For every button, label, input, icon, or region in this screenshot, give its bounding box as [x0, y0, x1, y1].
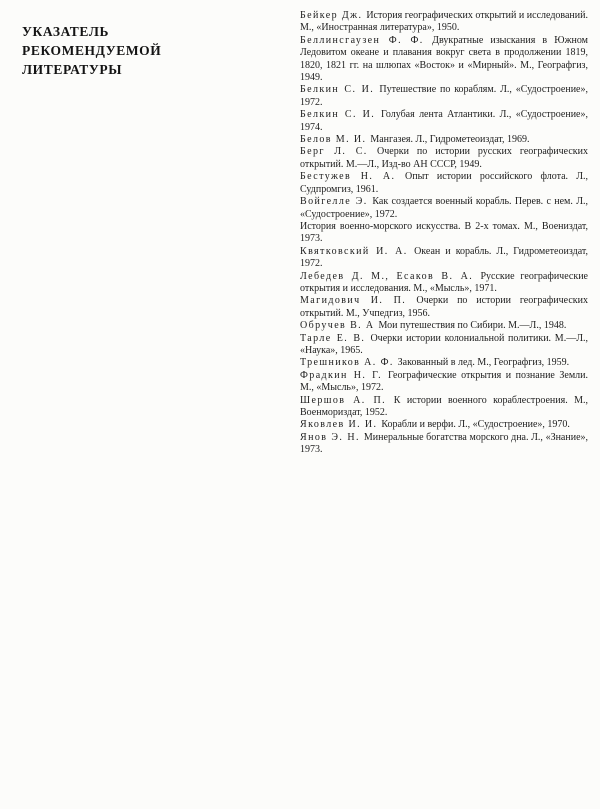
entry-author: Белкин С. И. — [300, 109, 381, 121]
page-title: УКАЗАТЕЛЬ РЕКОМЕНДУЕМОЙ ЛИТЕРАТУРЫ — [22, 24, 162, 78]
list-item — [300, 109, 588, 134]
list-item — [300, 295, 588, 320]
entry-author: Войгелле Э. — [300, 196, 373, 208]
entry-text: Путешествие по кораблям. Л., «Судостроение», 1972. — [300, 84, 588, 108]
list-item — [300, 370, 588, 395]
list-item — [300, 171, 588, 196]
entry-author: Трешников А. Ф. — [300, 357, 398, 369]
entry-text: Мангазея. Л., Гидрометеоиздат, 1969. — [370, 134, 530, 146]
bibliography-list — [300, 10, 588, 457]
list-item — [300, 432, 588, 457]
entry-text: Географические открытия и познание Земли. М., «Мысль», 1972. — [300, 369, 588, 394]
entry-author: Янов Э. Н. — [300, 431, 364, 443]
entry-text: История географических открытий и исследований. М., «Иностранная литература», 1950. — [300, 10, 588, 34]
list-item — [300, 84, 588, 109]
entry-author: Белкин С. И. — [300, 84, 380, 96]
list-item — [300, 10, 588, 35]
entry-text: Океан и корабль. Л., Гидрометеоиздат, 1972. — [300, 245, 589, 270]
list-item — [300, 35, 588, 85]
list-item — [300, 196, 588, 221]
entry-author: Шершов А. П. — [300, 394, 394, 406]
entry-text: Очерки истории колониальной политики. М.—Л., «Наука», 1965. — [300, 332, 588, 356]
entry-text: Минеральные богатства морского дна. Л., «Знание», 1973. — [300, 431, 589, 456]
list-item — [300, 395, 588, 420]
entry-text: Опыт истории российского флота. Л., Судпромгиз, 1961. — [300, 171, 589, 195]
entry-text: Двукратные изыскания в Южном Ледовитом океане и плавания вокруг света в продолжении 1819, 1820, 1821 гг. на шлюпах «Восток» и «Мирный». М., Географгиз, 1949. — [300, 34, 588, 84]
list-item — [300, 221, 588, 246]
list-item — [300, 320, 588, 332]
list-item — [300, 357, 588, 369]
entry-text: Как создается военный корабль. Перев. с нем. Л., «Судостроение», 1972. — [300, 196, 588, 220]
entry-text: Закованный в лед. М., Географгиз, 1959. — [397, 357, 570, 369]
entry-author: Фрадкин Н. Г. — [300, 369, 388, 381]
entry-author: Обручев В. А — [300, 320, 379, 332]
entry-author: Лебедев Д. М., Есаков В. А. — [300, 270, 481, 282]
entry-author: Магидович И. П. — [300, 295, 417, 307]
list-item — [300, 271, 588, 296]
entry-text: Голубая лента Атлантики. Л., «Судостроение», 1974. — [300, 109, 588, 133]
entry-author: Яковлев И. И. — [300, 419, 382, 431]
entry-author: Бейкер Дж. — [300, 10, 367, 21]
list-item — [300, 134, 588, 146]
entry-author: Беллинсгаузен Ф. Ф. — [300, 34, 433, 46]
entry-text: Мои путешествия по Сибири. М.—Л., 1948. — [378, 320, 567, 332]
entry-text: Очерки по истории географических открытий. М., Учпедгиз, 1956. — [300, 295, 588, 319]
entry-text: Русские географические открытия и исследования. М., «Мысль», 1971. — [300, 270, 588, 294]
entry-author: Бестужев Н. А. — [300, 171, 405, 183]
entry-author: Белов М. И. — [300, 134, 371, 146]
entry-author: Берг Л. С. — [300, 146, 378, 158]
entry-text: К истории военного кораблестроения. М., Военмориздат, 1952. — [300, 394, 588, 418]
entry-author: Тарле Е. В. — [300, 332, 371, 344]
list-item — [300, 419, 588, 431]
entry-text: Очерки по истории русских географических открытий. М.—Л., Изд-во АН СССР, 1949. — [300, 146, 588, 170]
entry-text: История военно-морского искусства. В 2-х томах. М., Воениздат, 1973. — [300, 220, 588, 245]
entry-author: Квятковский И. А. — [300, 245, 415, 257]
list-item — [300, 333, 588, 358]
list-item — [300, 246, 588, 271]
entry-text: Корабли и верфи. Л., «Судостроение», 1970. — [381, 419, 570, 431]
list-item — [300, 146, 588, 171]
